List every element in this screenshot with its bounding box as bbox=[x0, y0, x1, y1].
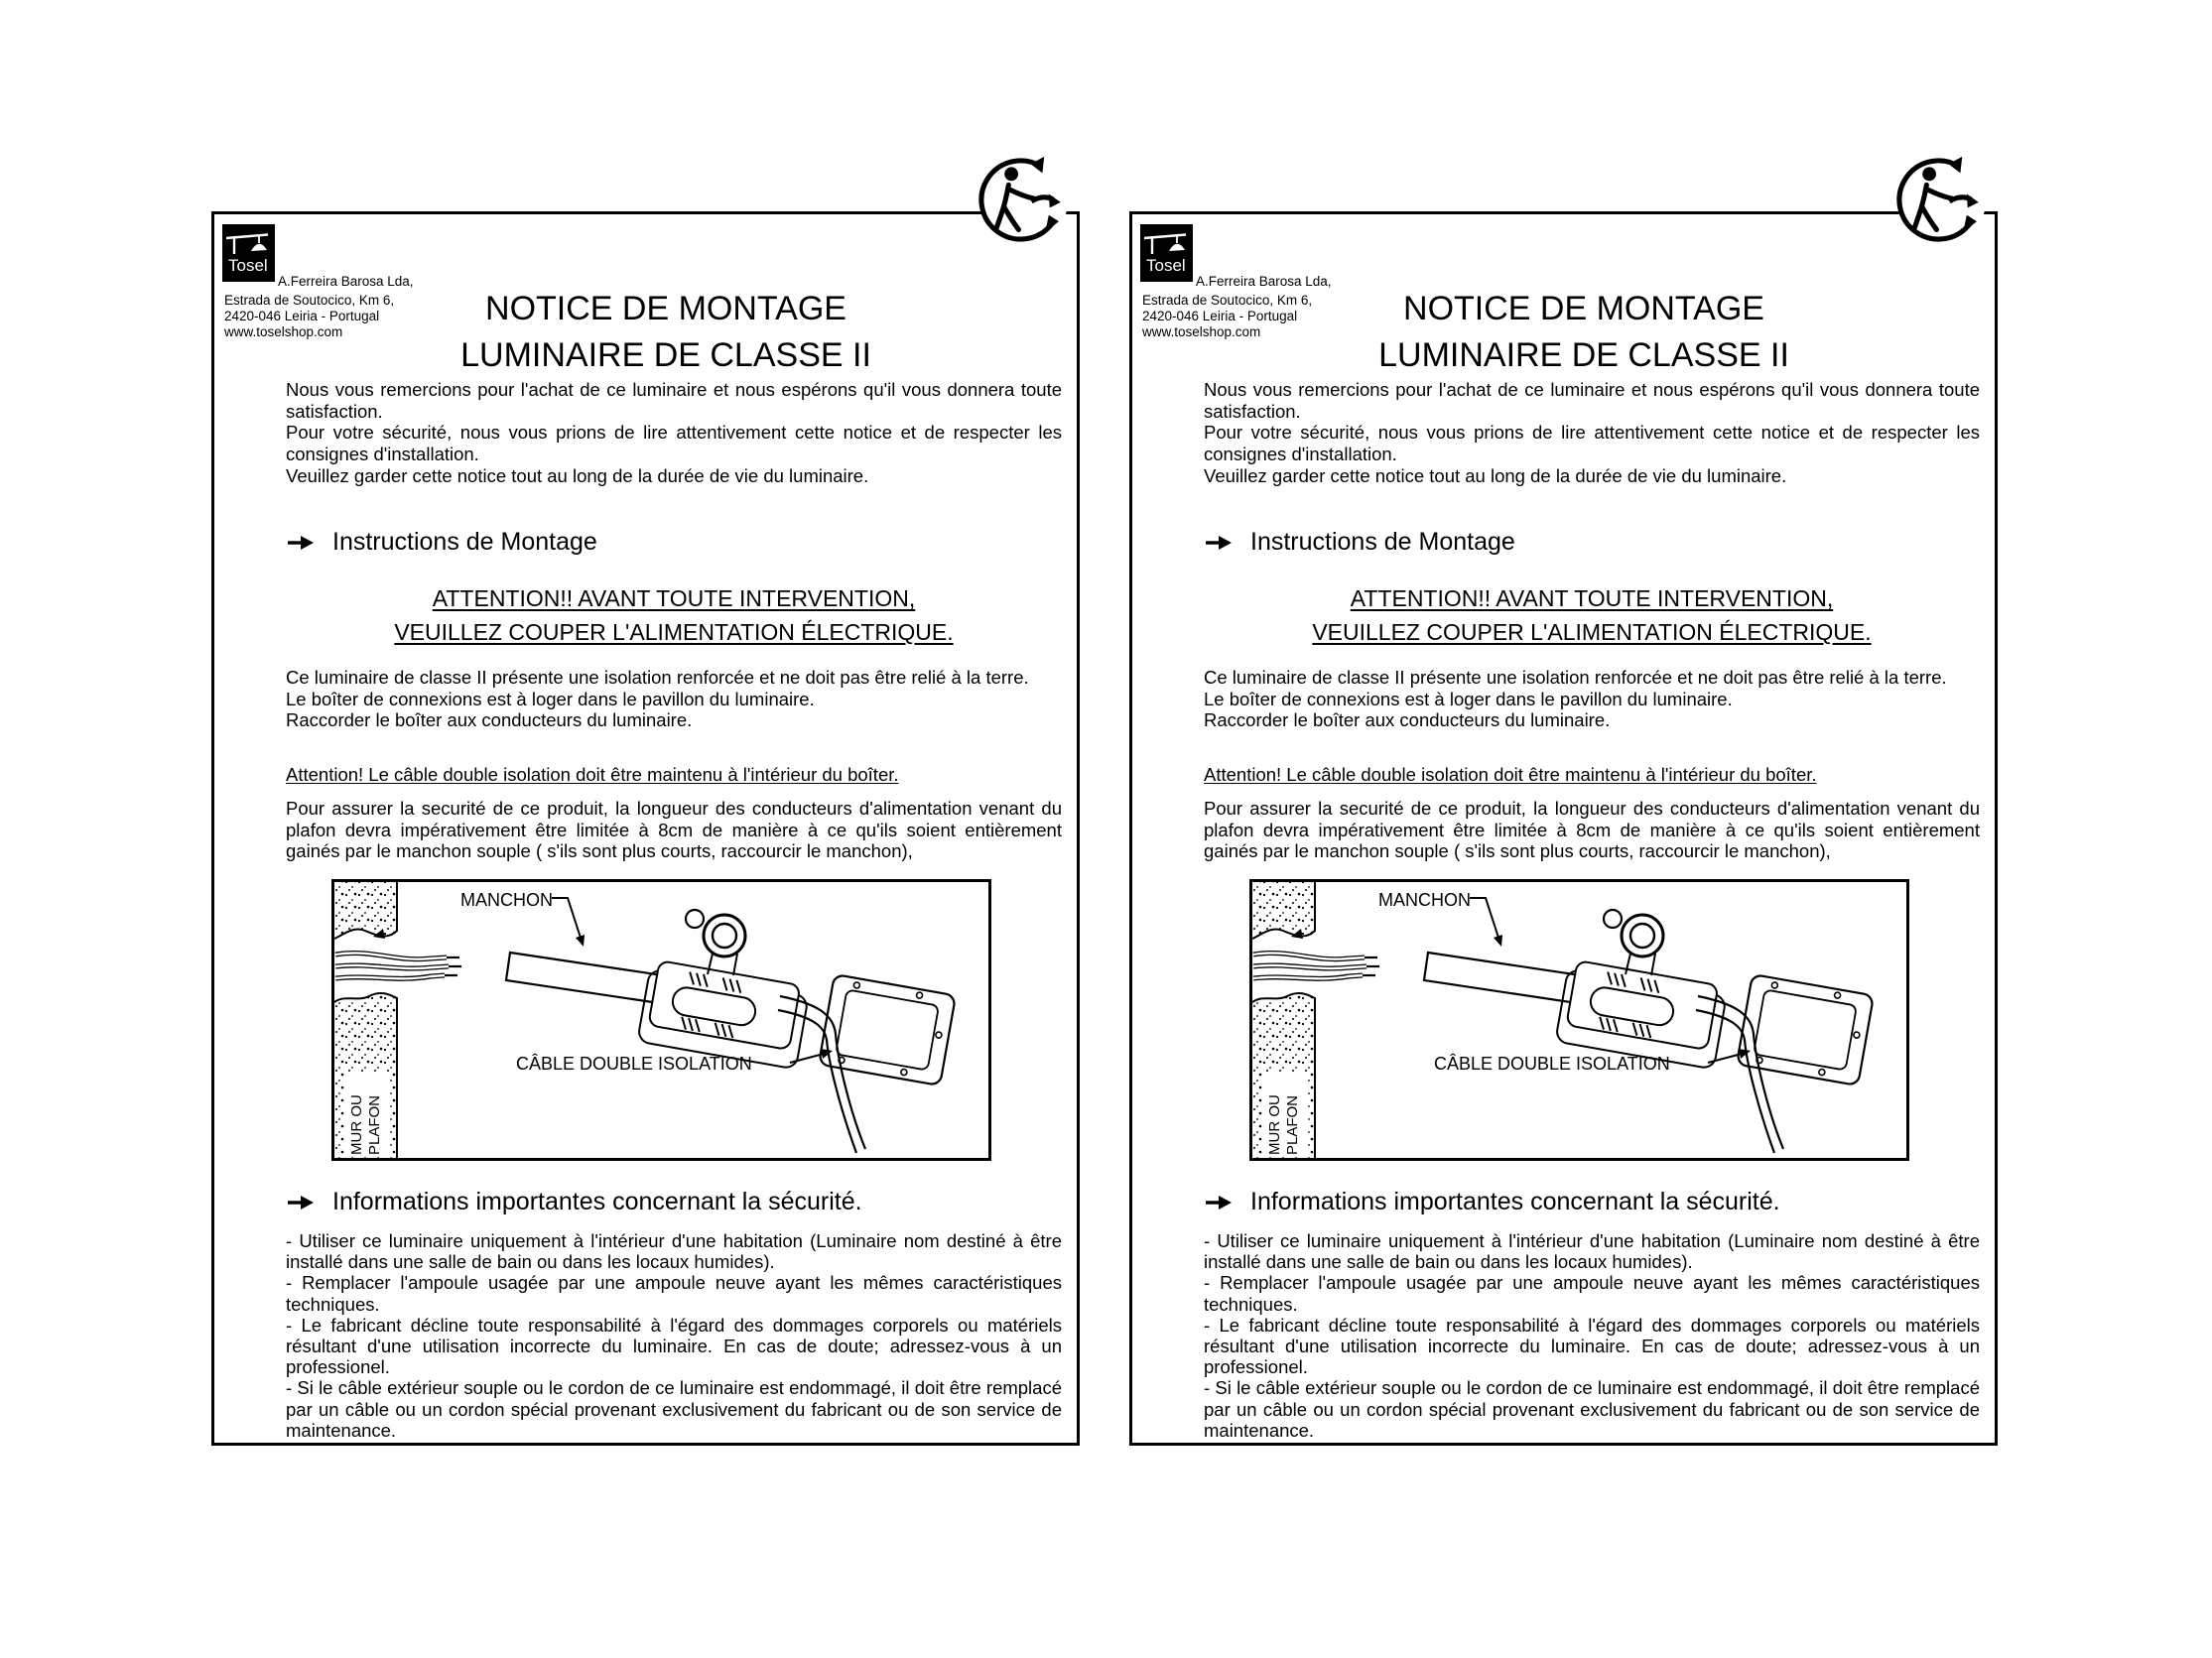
hanging-ring-inner bbox=[713, 924, 736, 948]
safety-bullet-list bbox=[1204, 1230, 1980, 1441]
safety-item: - Si le câble extérieur souple ou le cordon de ce luminaire est endommagé, il doit être remplacé par un câble ou un cordon spécial provenant exclusivement du fabricant ou de son service de maintenance. bbox=[1204, 1377, 1980, 1441]
address-line-1: Estrada de Soutocico, Km 6, bbox=[224, 293, 395, 308]
intro-sentence: Veuillez garder cette notice tout au long de la durée de vie du luminaire. bbox=[1204, 464, 1787, 486]
section-heading-securite bbox=[286, 1188, 862, 1216]
class2-line: Raccorder le boîter aux conducteurs du luminaire. bbox=[286, 709, 693, 731]
safety-item: - Le fabricant décline toute responsabilité à l'égard des dommages corporels ou matériels résultant d'une utilisation incorrecte du luminaire. En cas de doute; adressez-vous à un professionel. bbox=[286, 1314, 1062, 1378]
wall-label-line2: PLAFON bbox=[366, 1094, 383, 1155]
intro-sentence: Nous vous remercions pour l'achat de ce luminaire et nous espérons qu'il vous donnera toute satisfaction. bbox=[286, 379, 1062, 422]
safety-item: - Remplacer l'ampoule usagée par une ampoule neuve ayant les mêmes caractéristiques techniques. bbox=[1204, 1272, 1980, 1315]
section-heading-securite bbox=[1204, 1188, 1780, 1216]
box-cover-lid bbox=[819, 974, 956, 1085]
tosel-logo-icon bbox=[222, 224, 275, 282]
cable-label: CÂBLE DOUBLE ISOLATION bbox=[1434, 1054, 1670, 1074]
class2-paragraph bbox=[286, 667, 1070, 731]
class2-line: Ce luminaire de classe II présente une isolation renforcée et ne doit pas être relié à la terre. bbox=[286, 667, 1029, 688]
intro-paragraphs bbox=[1204, 379, 1980, 487]
installation-diagram bbox=[331, 879, 991, 1161]
right-arrow-icon bbox=[286, 534, 316, 552]
class2-line: Ce luminaire de classe II présente une isolation renforcée et ne doit pas être relié à la terre. bbox=[1204, 667, 1947, 688]
warning-banner bbox=[286, 581, 1062, 649]
title-line-1: NOTICE DE MONTAGE bbox=[485, 290, 846, 327]
wall-label-line1: MUR OU bbox=[1266, 1094, 1283, 1155]
class2-line: Le boîter de connexions est à loger dans le pavillon du luminaire. bbox=[286, 688, 815, 709]
section-heading-montage bbox=[1204, 528, 1515, 557]
warning-line-1: ATTENTION!! AVANT TOUTE INTERVENTION, bbox=[432, 585, 916, 611]
cable-note-underlined: Attention! Le câble double isolation doit être maintenu à l'intérieur du boîter. bbox=[286, 764, 899, 785]
manchon-label: MANCHON bbox=[460, 890, 553, 910]
right-arrow-icon bbox=[286, 1194, 316, 1212]
warning-line-1: ATTENTION!! AVANT TOUTE INTERVENTION, bbox=[1350, 585, 1834, 611]
right-arrow-icon bbox=[1204, 1194, 1234, 1212]
tosel-logo-icon bbox=[1140, 224, 1193, 282]
section-heading-text: Instructions de Montage bbox=[332, 528, 597, 556]
company-website: www.toselshop.com bbox=[224, 324, 343, 340]
company-name: A.Ferreira Barosa Lda, bbox=[278, 274, 414, 289]
person-head bbox=[1922, 167, 1936, 181]
safety-item: - Remplacer l'ampoule usagée par une ampoule neuve ayant les mêmes caractéristiques techniques. bbox=[286, 1272, 1062, 1315]
safety-bullet-list bbox=[286, 1230, 1062, 1441]
small-ring bbox=[1604, 910, 1622, 928]
triman-recycling-icon bbox=[1896, 155, 1988, 246]
intro-paragraphs bbox=[286, 379, 1062, 487]
class2-line: Le boîter de connexions est à loger dans le pavillon du luminaire. bbox=[1204, 688, 1733, 709]
title-line-2: LUMINAIRE DE CLASSE II bbox=[1378, 336, 1789, 374]
intro-sentence: Veuillez garder cette notice tout au long de la durée de vie du luminaire. bbox=[286, 464, 869, 486]
wall-label-line1: MUR OU bbox=[348, 1094, 365, 1155]
address-line-2: 2420-046 Leiria - Portugal bbox=[224, 309, 380, 324]
brand-text: Tosel bbox=[228, 256, 268, 275]
class2-line: Raccorder le boîter aux conducteurs du luminaire. bbox=[1204, 709, 1611, 731]
triman-recycling-icon bbox=[978, 155, 1070, 246]
address-line-2: 2420-046 Leiria - Portugal bbox=[1142, 309, 1298, 324]
hanging-ring-inner bbox=[1630, 924, 1654, 948]
installation-diagram bbox=[1249, 879, 1909, 1161]
conductor-length-paragraph: Pour assurer la securité de ce produit, la longueur des conducteurs d'alimentation venant du plafon devra impérativement être limitée à 8cm de manière à ce qu'ils soient entièrement gainés par le manchon souple ( s'ils sont plus courts, raccourcir le manchon), bbox=[286, 798, 1062, 862]
section-heading-text: Informations importantes concernant la sécurité. bbox=[1250, 1188, 1780, 1215]
brand-text: Tosel bbox=[1146, 256, 1186, 275]
intro-sentence: Nous vous remercions pour l'achat de ce luminaire et nous espérons qu'il vous donnera toute satisfaction. bbox=[1204, 379, 1980, 422]
notice-page-duplicate bbox=[1129, 211, 1998, 1446]
safety-item: - Utiliser ce luminaire uniquement à l'intérieur d'une habitation (Luminaire nom destiné à être installé dans une salle de bain ou dans les locaux humides). bbox=[286, 1230, 1062, 1273]
right-arrow-icon bbox=[1204, 534, 1234, 552]
wall-label-line2: PLAFON bbox=[1284, 1094, 1301, 1155]
manchon-label: MANCHON bbox=[1378, 890, 1471, 910]
class2-paragraph bbox=[1204, 667, 1988, 731]
warning-line-2: VEUILLEZ COUPER L'ALIMENTATION ÉLECTRIQUE. bbox=[394, 619, 954, 645]
safety-item: - Utiliser ce luminaire uniquement à l'intérieur d'une habitation (Luminaire nom destiné à être installé dans une salle de bain ou dans les locaux humides). bbox=[1204, 1230, 1980, 1273]
cable-label: CÂBLE DOUBLE ISOLATION bbox=[516, 1054, 752, 1074]
intro-sentence: Pour votre sécurité, nous vous prions de lire attentivement cette notice et de respecter les consignes d'installation. bbox=[286, 422, 1062, 465]
cable-note-underlined: Attention! Le câble double isolation doit être maintenu à l'intérieur du boîter. bbox=[1204, 764, 1817, 785]
warning-line-2: VEUILLEZ COUPER L'ALIMENTATION ÉLECTRIQUE. bbox=[1312, 619, 1872, 645]
document-title bbox=[343, 286, 988, 379]
document-title bbox=[1261, 286, 1906, 379]
section-heading-text: Informations importantes concernant la sécurité. bbox=[332, 1188, 862, 1215]
box-cover-lid bbox=[1737, 974, 1874, 1085]
section-heading-text: Instructions de Montage bbox=[1250, 528, 1515, 556]
conductor-length-paragraph: Pour assurer la securité de ce produit, la longueur des conducteurs d'alimentation venant du plafon devra impérativement être limitée à 8cm de manière à ce qu'ils soient entièrement gainés par le manchon souple ( s'ils sont plus courts, raccourcir le manchon), bbox=[1204, 798, 1980, 862]
safety-item: - Le fabricant décline toute responsabilité à l'égard des dommages corporels ou matériels résultant d'une utilisation incorrecte du luminaire. En cas de doute; adressez-vous à un professionel. bbox=[1204, 1314, 1980, 1378]
address-line-1: Estrada de Soutocico, Km 6, bbox=[1142, 293, 1313, 308]
person-head bbox=[1004, 167, 1018, 181]
section-heading-montage bbox=[286, 528, 597, 557]
intro-sentence: Pour votre sécurité, nous vous prions de lire attentivement cette notice et de respecter les consignes d'installation. bbox=[1204, 422, 1980, 465]
title-line-1: NOTICE DE MONTAGE bbox=[1403, 290, 1764, 327]
safety-item: - Si le câble extérieur souple ou le cordon de ce luminaire est endommagé, il doit être remplacé par un câble ou un cordon spécial provenant exclusivement du fabricant ou de son service de maintenance. bbox=[286, 1377, 1062, 1441]
warning-banner bbox=[1204, 581, 1980, 649]
company-name: A.Ferreira Barosa Lda, bbox=[1196, 274, 1332, 289]
notice-page bbox=[211, 211, 1080, 1446]
company-website: www.toselshop.com bbox=[1142, 324, 1261, 340]
title-line-2: LUMINAIRE DE CLASSE II bbox=[460, 336, 871, 374]
small-ring bbox=[686, 910, 704, 928]
